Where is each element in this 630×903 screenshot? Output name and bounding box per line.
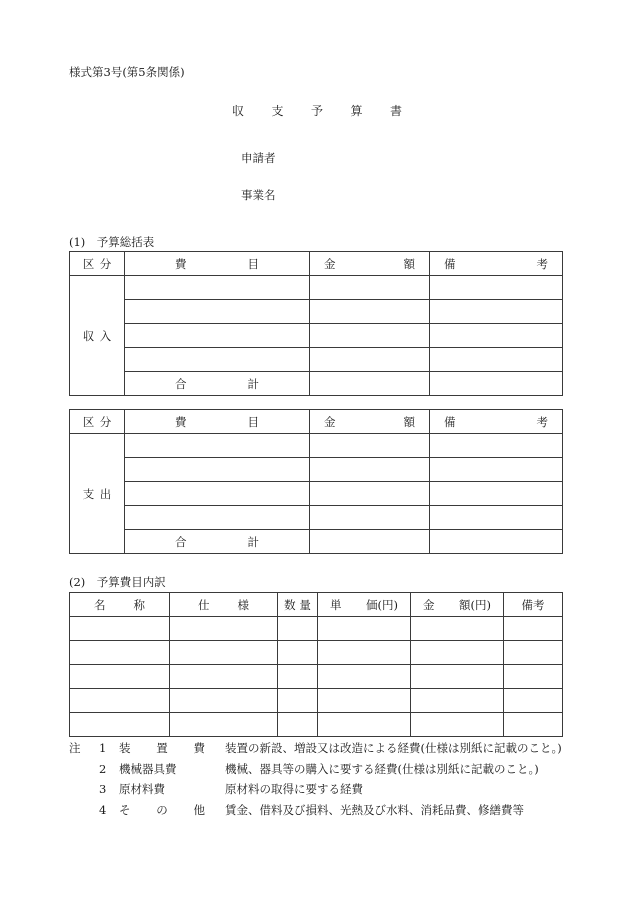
- amount-cell[interactable]: [310, 434, 430, 458]
- remarks-cell[interactable]: [504, 617, 563, 641]
- remarks-cell[interactable]: [430, 458, 563, 482]
- unit-price-cell[interactable]: [318, 665, 411, 689]
- total-row: [70, 530, 563, 554]
- table-header-row: [70, 252, 563, 276]
- title-char: 算: [350, 104, 363, 118]
- item-cell[interactable]: [125, 482, 310, 506]
- note-term: 原材料費: [119, 782, 165, 796]
- table-row: [70, 506, 563, 530]
- name-cell[interactable]: [70, 617, 170, 641]
- table-row: [70, 665, 563, 689]
- table-row: [70, 434, 563, 458]
- amount-cell[interactable]: [310, 348, 430, 372]
- header-amount: 金 額: [310, 410, 430, 434]
- remarks-cell[interactable]: [430, 434, 563, 458]
- section-2-heading: (2) 予算費目内訳: [69, 575, 166, 589]
- name-cell[interactable]: [70, 665, 170, 689]
- name-cell[interactable]: [70, 641, 170, 665]
- amount-cell[interactable]: [411, 713, 504, 737]
- total-label: 合 計: [125, 372, 310, 396]
- note-item: [69, 738, 562, 759]
- remarks-cell[interactable]: [430, 348, 563, 372]
- unit-price-cell[interactable]: [318, 713, 411, 737]
- remarks-cell[interactable]: [430, 372, 563, 396]
- remarks-cell[interactable]: [504, 713, 563, 737]
- item-cell[interactable]: [125, 348, 310, 372]
- name-cell[interactable]: [70, 689, 170, 713]
- quantity-cell[interactable]: [278, 665, 318, 689]
- note-description: 原材料の取得に要する経費: [225, 782, 363, 796]
- form-number: 様式第3号(第5条関係): [69, 65, 185, 79]
- item-cell[interactable]: [125, 300, 310, 324]
- note-description: 機械、器具等の購入に要する経費(仕様は別紙に記載のこと。): [225, 761, 539, 776]
- project-label: 事業名: [241, 188, 276, 202]
- header-remarks: 備 考: [430, 252, 563, 276]
- table-row: [70, 300, 563, 324]
- amount-cell[interactable]: [310, 324, 430, 348]
- quantity-cell[interactable]: [278, 689, 318, 713]
- total-label: 合 計: [125, 530, 310, 554]
- amount-cell[interactable]: [310, 482, 430, 506]
- header-remarks: 備 考: [430, 410, 563, 434]
- item-cell[interactable]: [125, 276, 310, 300]
- applicant-label: 申請者: [241, 151, 276, 165]
- document-title: [232, 102, 402, 119]
- total-amount-cell[interactable]: [310, 372, 430, 396]
- income-category-cell: 収 入: [70, 276, 125, 396]
- title-char: 書: [389, 104, 402, 118]
- table-row: [70, 689, 563, 713]
- header-spec: 仕 様: [170, 593, 278, 617]
- header-item: 費 目: [125, 410, 310, 434]
- amount-cell[interactable]: [310, 458, 430, 482]
- note-description: 装置の新設、増設又は改造による経費(仕様は別紙に記載のこと。): [225, 741, 562, 755]
- expense-summary-table: [69, 409, 563, 554]
- note-item: [69, 800, 562, 821]
- spec-cell[interactable]: [170, 665, 278, 689]
- remarks-cell[interactable]: [430, 530, 563, 554]
- table-row: [70, 641, 563, 665]
- note-term: 機械器具費: [119, 761, 177, 776]
- budget-detail-table: [69, 592, 563, 737]
- table-row: [70, 482, 563, 506]
- item-cell[interactable]: [125, 434, 310, 458]
- quantity-cell[interactable]: [278, 617, 318, 641]
- amount-cell[interactable]: [310, 300, 430, 324]
- quantity-cell[interactable]: [278, 641, 318, 665]
- remarks-cell[interactable]: [504, 641, 563, 665]
- item-cell[interactable]: [125, 458, 310, 482]
- note-description: 賃金、借料及び損料、光熱及び水料、消耗品費、修繕費等: [225, 802, 524, 817]
- quantity-cell[interactable]: [278, 713, 318, 737]
- amount-cell[interactable]: [411, 689, 504, 713]
- spec-cell[interactable]: [170, 689, 278, 713]
- remarks-cell[interactable]: [504, 665, 563, 689]
- amount-cell[interactable]: [310, 506, 430, 530]
- header-amount: 金 額: [310, 252, 430, 276]
- unit-price-cell[interactable]: [318, 617, 411, 641]
- expense-category-cell: 支 出: [70, 434, 125, 554]
- header-unit-price: 単 価(円): [318, 593, 411, 617]
- table-row: [70, 458, 563, 482]
- amount-cell[interactable]: [310, 276, 430, 300]
- notes: [69, 738, 562, 820]
- header-item: 費 目: [125, 252, 310, 276]
- item-cell[interactable]: [125, 324, 310, 348]
- spec-cell[interactable]: [170, 641, 278, 665]
- remarks-cell[interactable]: [430, 482, 563, 506]
- amount-cell[interactable]: [411, 665, 504, 689]
- note-item: [69, 759, 562, 780]
- title-char: 収: [232, 104, 245, 118]
- table-header-row: [70, 593, 563, 617]
- note-prefix: 注: [69, 741, 81, 755]
- table-row: [70, 276, 563, 300]
- section-1-heading: (1) 予算総括表: [69, 235, 155, 249]
- title-char: 支: [271, 104, 284, 118]
- income-summary-table: [69, 251, 563, 396]
- table-header-row: [70, 410, 563, 434]
- note-number: 4: [99, 802, 107, 817]
- item-cell[interactable]: [125, 506, 310, 530]
- note-number: 2: [99, 761, 107, 776]
- unit-price-cell[interactable]: [318, 689, 411, 713]
- table-row: [70, 617, 563, 641]
- name-cell[interactable]: [70, 713, 170, 737]
- note-term: 装 置 費: [119, 741, 205, 755]
- spec-cell[interactable]: [170, 713, 278, 737]
- title-char: 予: [310, 104, 323, 118]
- amount-cell[interactable]: [411, 617, 504, 641]
- table-row: [70, 713, 563, 737]
- header-name: 名 称: [70, 593, 170, 617]
- spec-cell[interactable]: [170, 617, 278, 641]
- remarks-cell[interactable]: [430, 276, 563, 300]
- header-remarks: 備考: [504, 593, 563, 617]
- note-item: [69, 779, 562, 800]
- total-amount-cell[interactable]: [310, 530, 430, 554]
- note-number: 3: [99, 782, 107, 796]
- total-row: [70, 372, 563, 396]
- note-number: 1: [99, 741, 107, 755]
- header-quantity: 数 量: [278, 593, 318, 617]
- remarks-cell[interactable]: [504, 689, 563, 713]
- header-category: 区 分: [70, 252, 125, 276]
- header-amount: 金 額(円): [411, 593, 504, 617]
- header-category: 区 分: [70, 410, 125, 434]
- amount-cell[interactable]: [411, 641, 504, 665]
- remarks-cell[interactable]: [430, 324, 563, 348]
- remarks-cell[interactable]: [430, 506, 563, 530]
- note-term: そ の 他: [119, 802, 205, 817]
- table-row: [70, 324, 563, 348]
- table-row: [70, 348, 563, 372]
- unit-price-cell[interactable]: [318, 641, 411, 665]
- remarks-cell[interactable]: [430, 300, 563, 324]
